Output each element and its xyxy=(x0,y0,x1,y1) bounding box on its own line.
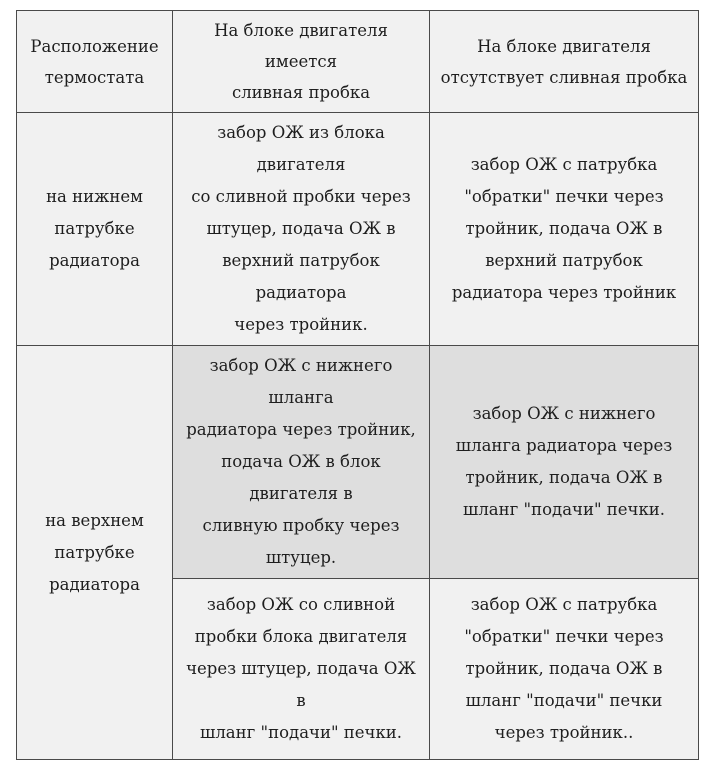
cell-upper-a-with-plug: забор ОЖ с нижнего шланга радиатора через тройник, подача ОЖ в блок двигателя в сливную пробку через штуцер. xyxy=(173,346,430,579)
coolant-scheme-table xyxy=(16,10,699,760)
header-row xyxy=(17,11,699,113)
cell-lower-without-plug: забор ОЖ с патрубка "обратки" печки через тройник, подача ОЖ в верхний патрубок радиатора через тройник xyxy=(430,113,699,346)
row-upper-hose-a xyxy=(17,346,699,579)
cell-upper-a-without-plug: забор ОЖ с нижнего шланга радиатора через тройник, подача ОЖ в шланг "подачи" печки. xyxy=(430,346,699,579)
cell-upper-b-with-plug: забор ОЖ со сливной пробки блока двигателя через штуцер, подача ОЖ в шланг "подачи" печки. xyxy=(173,579,430,760)
header-with-drain-plug: На блоке двигателя имеется сливная пробка xyxy=(173,11,430,113)
header-thermostat-position: Расположение термостата xyxy=(17,11,173,113)
row-lower-hose xyxy=(17,113,699,346)
cell-position-upper: на верхнем патрубке радиатора xyxy=(17,346,173,760)
cell-lower-with-plug: забор ОЖ из блока двигателя со сливной пробки через штуцер, подача ОЖ в верхний патрубок радиатора через тройник. xyxy=(173,113,430,346)
cell-upper-b-without-plug: забор ОЖ с патрубка "обратки" печки через тройник, подача ОЖ в шланг "подачи" печки через тройник.. xyxy=(430,579,699,760)
header-without-drain-plug: На блоке двигателя отсутствует сливная пробка xyxy=(430,11,699,113)
cell-position-lower: на нижнем патрубке радиатора xyxy=(17,113,173,346)
